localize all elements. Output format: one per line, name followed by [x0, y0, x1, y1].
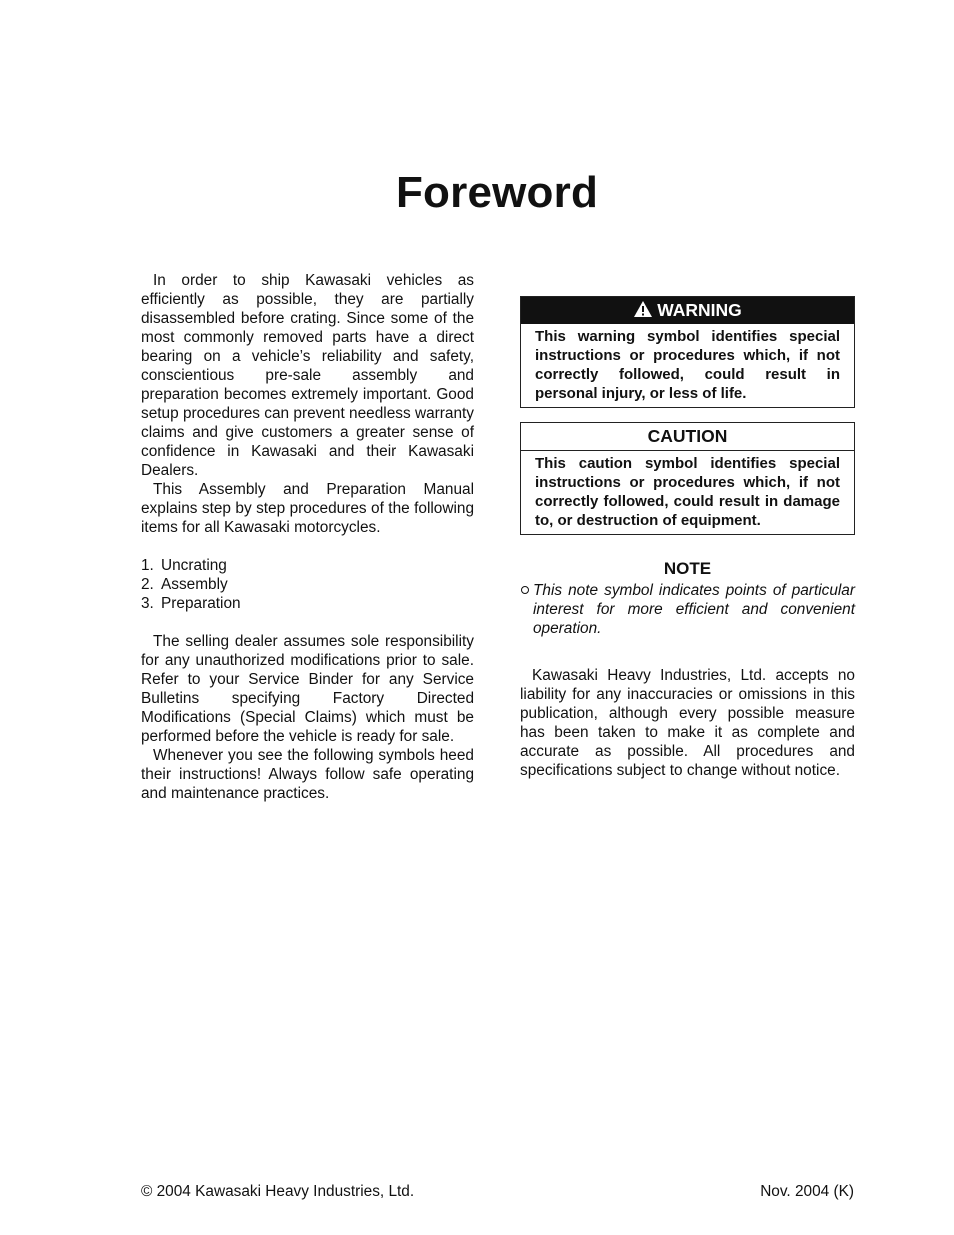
warning-header — [521, 297, 854, 324]
warning-label: WARNING — [657, 300, 742, 320]
left-column — [141, 271, 474, 803]
dealer-responsibility-paragraph: The selling dealer assumes sole responsibility for any unauthorized modifications prior to sale. Refer to your Service Binder for any Service Bulletins specifying Factory Directed Modifications (Special Claims) which must be performed before the vehicle is ready for sale. — [141, 633, 474, 745]
warning-text: This warning symbol identifies special instructions or procedures which, if not correctly followed, could result in personal injury, or less of life. — [535, 328, 840, 402]
page-title: Foreword — [395, 168, 599, 217]
circle-bullet-icon — [521, 586, 529, 594]
list-item-number: 2. — [141, 576, 154, 593]
caution-text: This caution symbol identifies special instructions or procedures which, if not correctly followed, could result in damage to, or destruction of equipment. — [535, 455, 840, 529]
list-item-text: Uncrating — [161, 557, 227, 574]
note-text: This note symbol indicates points of particular interest for more efficient and convenient operation. — [533, 582, 855, 637]
list-item-text: Assembly — [161, 576, 228, 593]
manual-description-paragraph: This Assembly and Preparation Manual explains step by step procedures of the following items for all Kawasaki motorcycles. — [141, 481, 474, 536]
warning-triangle-icon — [633, 299, 653, 326]
list-item-number: 3. — [141, 595, 154, 612]
spacer — [141, 537, 474, 556]
list-item-number: 1. — [141, 557, 154, 574]
footer-copyright: © 2004 Kawasaki Heavy Industries, Ltd. — [141, 1183, 415, 1200]
right-column — [520, 296, 855, 795]
note-item — [520, 581, 855, 638]
footer-date: Nov. 2004 (K) — [760, 1183, 854, 1200]
list-item — [141, 575, 474, 594]
items-list — [141, 556, 474, 613]
list-item-text: Preparation — [161, 595, 241, 612]
spacer — [141, 613, 474, 632]
symbols-paragraph: Whenever you see the following symbols heed their instructions! Always follow safe operating and maintenance practices. — [141, 747, 474, 802]
warning-box — [520, 296, 855, 408]
intro-paragraph: In order to ship Kawasaki vehicles as efficiently as possible, they are partially disassembled before crating. Since some of the most commonly removed parts have a direct bearing on a vehicle’s reliability and safety, conscientious pre-sale assembly and preparation becomes extremely important. Good setup procedures can prevent needless warranty claims and give customers a greater sense of confidence in Kawasaki and their Kawasaki Dealers. — [141, 272, 474, 479]
disclaimer-paragraph: Kawasaki Heavy Industries, Ltd. accepts no liability for any inaccuracies or omissions in this publication, although every possible measure has been taken to make it as complete and accurate as possible. All procedures and specifications subject to change without notice. — [520, 667, 855, 779]
note-label: NOTE — [663, 559, 712, 578]
list-item — [141, 594, 474, 613]
caution-box — [520, 422, 855, 535]
caution-label: CAUTION — [521, 423, 854, 451]
list-item — [141, 556, 474, 575]
